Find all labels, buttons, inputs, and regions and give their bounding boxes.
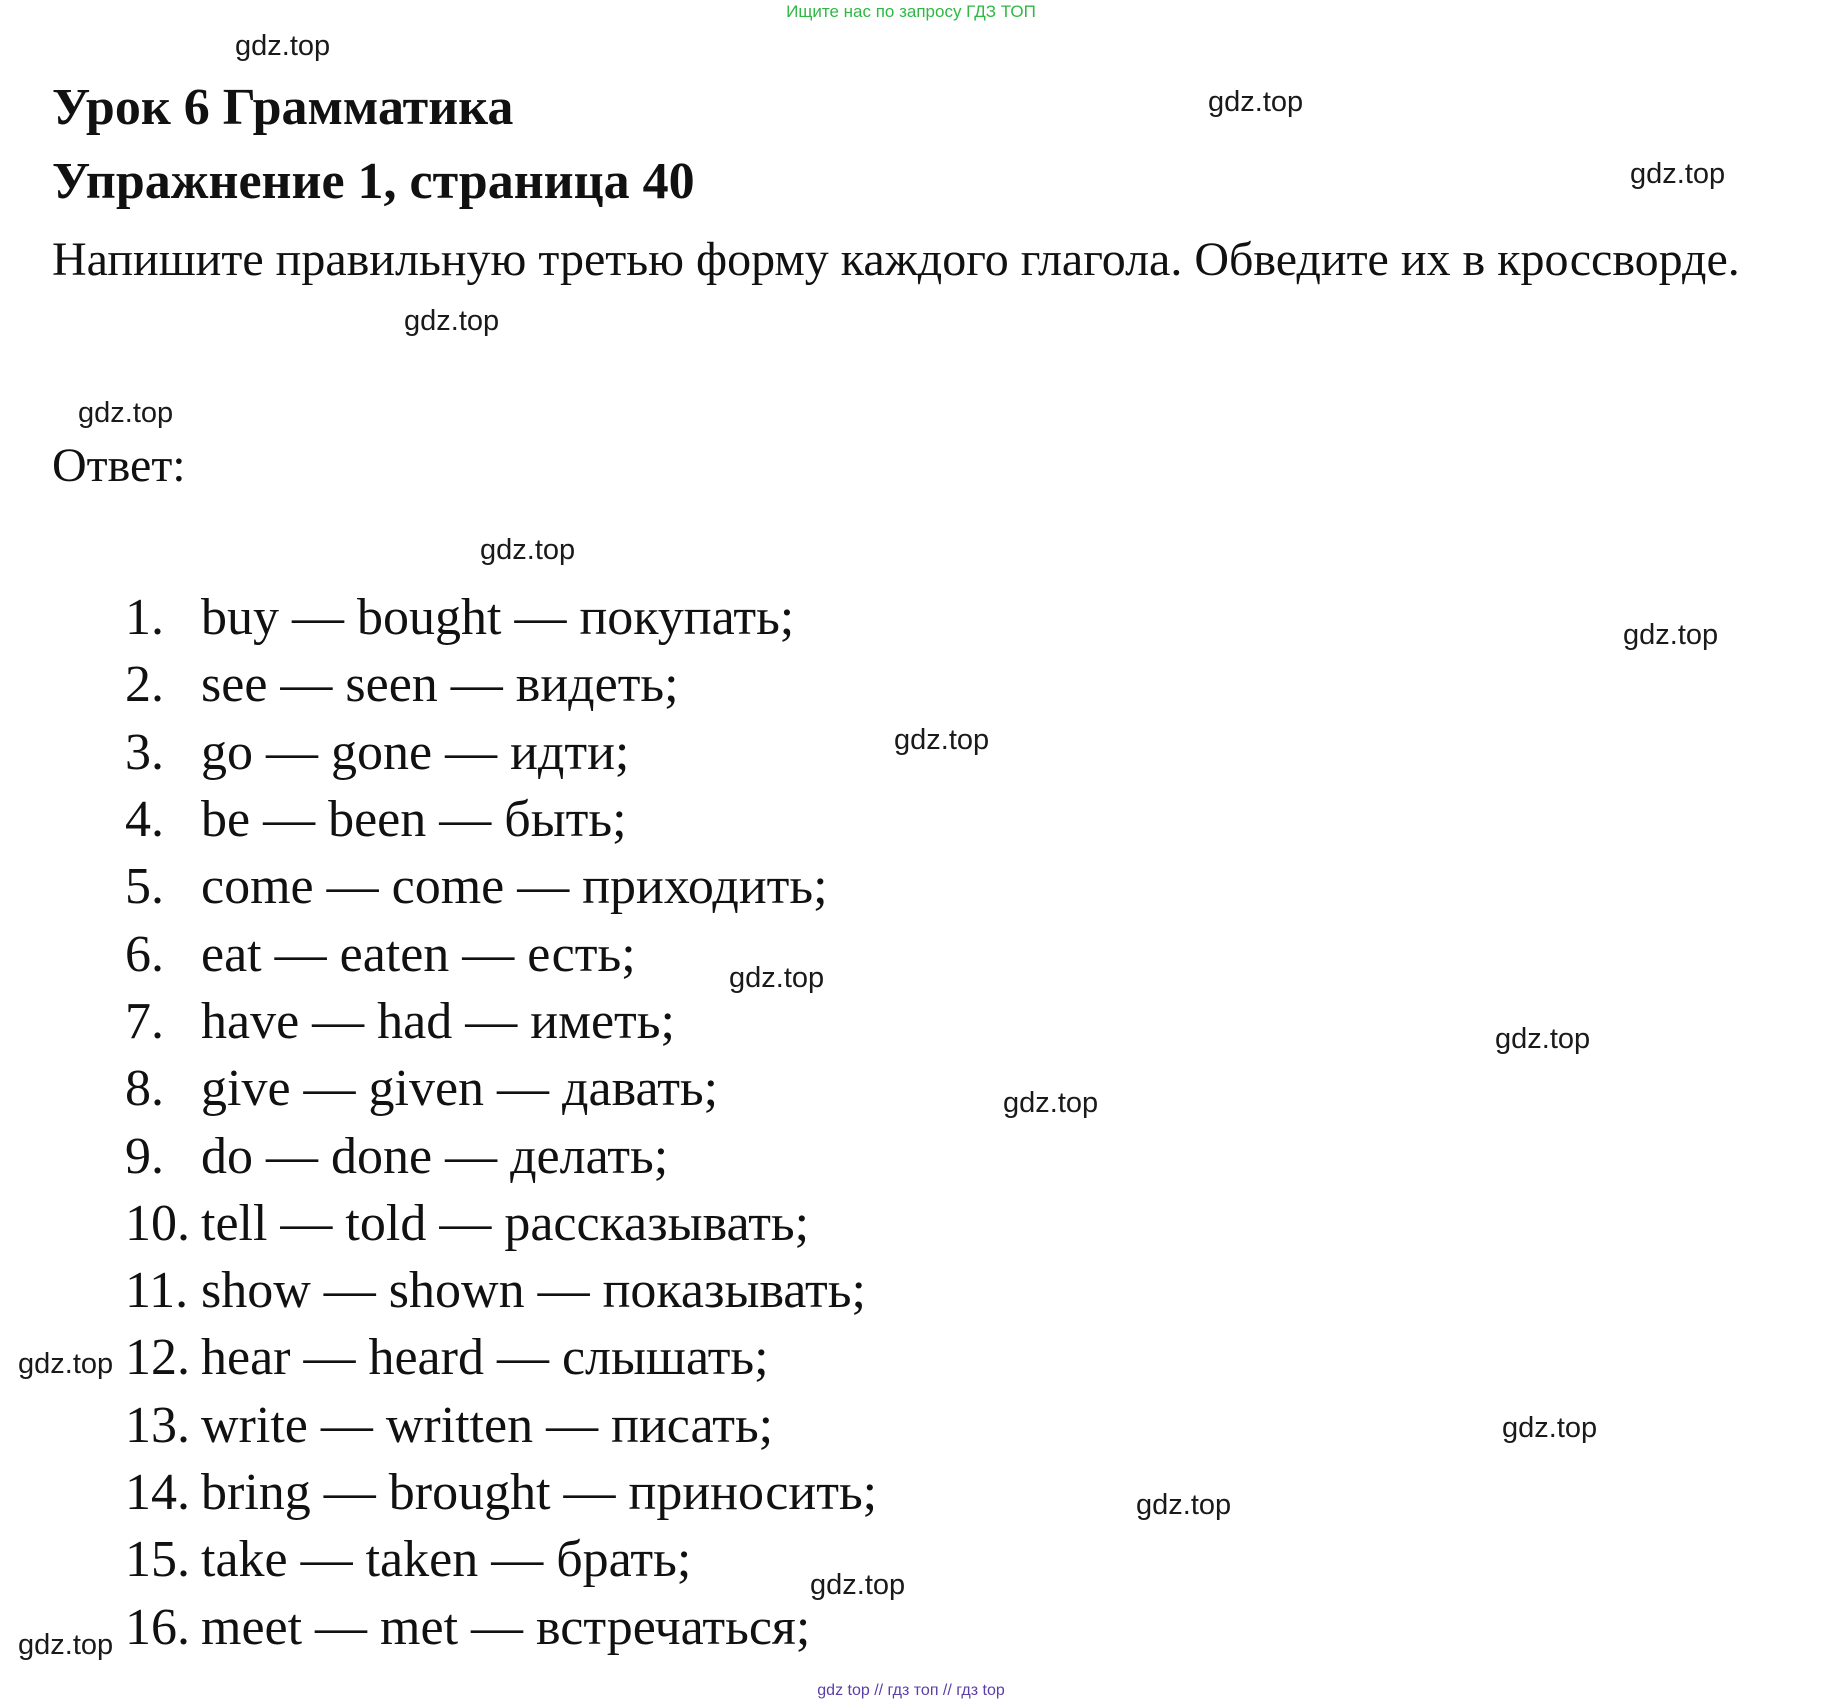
item-text: hear — heard — слышать;	[201, 1329, 769, 1387]
item-text: tell — told — рассказывать;	[201, 1194, 810, 1252]
watermark: gdz.top	[480, 534, 576, 566]
watermark: gdz.top	[1630, 158, 1726, 190]
item-number: 14.	[125, 1464, 190, 1521]
item-text: give — given — давать;	[201, 1060, 719, 1118]
answer-item	[125, 584, 877, 651]
answer-item	[125, 853, 877, 920]
item-number: 11.	[125, 1262, 189, 1320]
answer-item	[125, 1257, 877, 1324]
item-number: 5.	[125, 858, 164, 916]
answer-item	[125, 1190, 877, 1257]
answer-item	[125, 651, 877, 718]
item-number: 8.	[125, 1060, 164, 1118]
answer-label: Ответ:	[52, 439, 186, 492]
item-text: meet — met — встречаться;	[201, 1598, 811, 1656]
watermark: gdz.top	[18, 1348, 114, 1380]
answer-item	[125, 1392, 877, 1459]
task-text: Напишите правильную третью форму каждого глагола. Обведите их в кроссворде.	[52, 233, 1740, 286]
watermark: gdz.top	[894, 724, 990, 756]
item-number: 16.	[125, 1598, 190, 1656]
watermark: gdz.top	[1495, 1023, 1591, 1055]
watermark: gdz.top	[404, 305, 500, 337]
item-text: see — seen — видеть;	[201, 656, 679, 714]
answer-item	[125, 1526, 877, 1593]
item-text: be — been — быть;	[201, 791, 627, 849]
watermark: gdz.top	[1003, 1087, 1099, 1119]
watermark: gdz.top	[1502, 1412, 1598, 1444]
watermark: gdz.top	[1623, 619, 1719, 651]
answer-item	[125, 1593, 877, 1660]
item-text: come — come — приходить;	[201, 858, 828, 916]
item-text: take — taken — брать;	[201, 1531, 692, 1589]
watermark: gdz.top	[78, 397, 174, 429]
watermark: gdz.top	[1208, 86, 1304, 118]
item-number: 12.	[125, 1329, 190, 1387]
lesson-title: Урок 6 Грамматика	[52, 79, 514, 136]
footer-links: gdz top // гдз топ // гдз top	[817, 1682, 1005, 1699]
item-text: have — had — иметь;	[201, 992, 675, 1050]
answer-item	[125, 1055, 877, 1122]
item-text: eat — eaten — есть;	[201, 925, 636, 983]
item-text: write — written — писать;	[201, 1396, 774, 1454]
answer-item	[125, 1459, 877, 1526]
top-banner: Ищите нас по запросу ГДЗ ТОП	[786, 2, 1036, 21]
answer-item	[125, 786, 877, 853]
item-number: 3.	[125, 723, 164, 781]
item-text: do — done — делать;	[201, 1127, 669, 1185]
answer-item	[125, 988, 877, 1055]
item-number: 13.	[125, 1396, 190, 1454]
exercise-title: Упражнение 1, страница 40	[52, 153, 695, 210]
answer-item	[125, 1324, 877, 1391]
item-number: 7.	[125, 992, 164, 1050]
item-number: 6.	[125, 925, 164, 983]
item-number: 15.	[125, 1531, 190, 1589]
item-text: show — shown — показывать;	[201, 1262, 866, 1320]
item-text: bring — brought — приносить;	[201, 1464, 878, 1521]
watermark: gdz.top	[235, 30, 331, 62]
item-number: 9.	[125, 1127, 164, 1185]
watermark: gdz.top	[729, 962, 825, 994]
answer-list	[125, 584, 877, 1661]
answer-item	[125, 719, 877, 786]
item-text: buy — bought — покупать;	[201, 589, 795, 647]
item-number: 1.	[125, 589, 164, 647]
answer-item	[125, 1122, 877, 1189]
watermark: gdz.top	[810, 1569, 906, 1601]
watermark: gdz.top	[1136, 1489, 1232, 1521]
item-text: go — gone — идти;	[201, 723, 630, 781]
item-number: 2.	[125, 656, 164, 714]
watermark: gdz.top	[18, 1629, 114, 1661]
item-number: 4.	[125, 791, 164, 849]
item-number: 10.	[125, 1194, 190, 1252]
